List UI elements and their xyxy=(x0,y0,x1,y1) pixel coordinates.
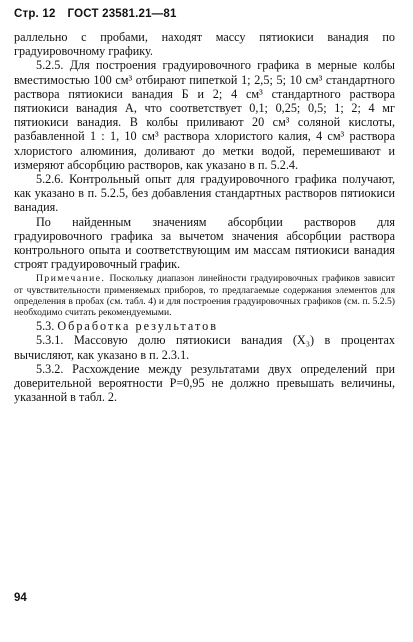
paragraph-calibration-graph: По найденным значениям абсорбции растворов для градуировочного графика за вычетом значения абсорбции раствора контрольного опыта и соответствующим им массам пятиокиси ванадия строят градуировочный график. xyxy=(14,214,395,272)
note-label: Примечание. xyxy=(36,273,106,285)
paragraph-5-2-6: 5.2.6. Контрольный опыт для градуировочного графика получают, как указано в п. 5.2.5, без добавления стандартных растворов пятиокиси ванадия. xyxy=(14,172,395,215)
paragraph-5-3-2: 5.3.2. Расхождение между результатами двух определений при доверительной вероятности P=0,95 не должно превышать величины, указанной в табл. 2. xyxy=(14,361,395,405)
paragraph-5-2-5: 5.2.5. Для построения градуировочного графика в мерные колбы вместимостью 100 см³ отбирают пипеткой 1; 2,5; 5; 10 см³ стандартного раствора пятиокиси ванадия Б и 2; 4 см³ стандартного раствора пятиокиси ванадия А, что соответствует 0,1; 0,25; 0,5; 1; 2; 4 мг пятиокиси ванадия. В колбы приливают 20 см³ соляной кислоты, разбавленной 1 : 1, 10 см³ раствора хлористого калия, 4 см³ раствора хлористого алюминия, доливают до метки водой, перемешивают и измеряют абсорбцию растворов, как указано в п. 5.2.4. xyxy=(14,58,395,172)
paragraph-5-3-1: 5.3.1. Массовую долю пятиокиси ванадия (X₃) в процентах вычисляют, как указано в п. 2.3.1. xyxy=(14,333,395,362)
standard-number: ГОСТ 23581.21—81 xyxy=(67,8,177,20)
note-text: Поскольку диапазон линейности градуировочных графиков зависит от чувствительности применяемых приборов, то предлагаемые содержания элементов для определения в пробах (см. табл. 4) и для построения градуировочных графиков (см. п. 5.2.5) необходимо считать рекомендуемыми. xyxy=(14,273,395,319)
section-heading xyxy=(14,319,395,333)
note xyxy=(14,273,395,318)
page-number: 94 xyxy=(14,592,27,604)
page-label: Стр. 12 xyxy=(14,8,56,20)
section-heading-number: 5.3. xyxy=(36,319,55,334)
paragraph-continuation: раллельно с пробами, находят массу пятиокиси ванадия по градуировочному графику. xyxy=(14,30,395,59)
section-heading-title: Обработка результатов xyxy=(57,319,219,334)
body-text xyxy=(14,30,395,404)
page-header xyxy=(14,8,177,20)
